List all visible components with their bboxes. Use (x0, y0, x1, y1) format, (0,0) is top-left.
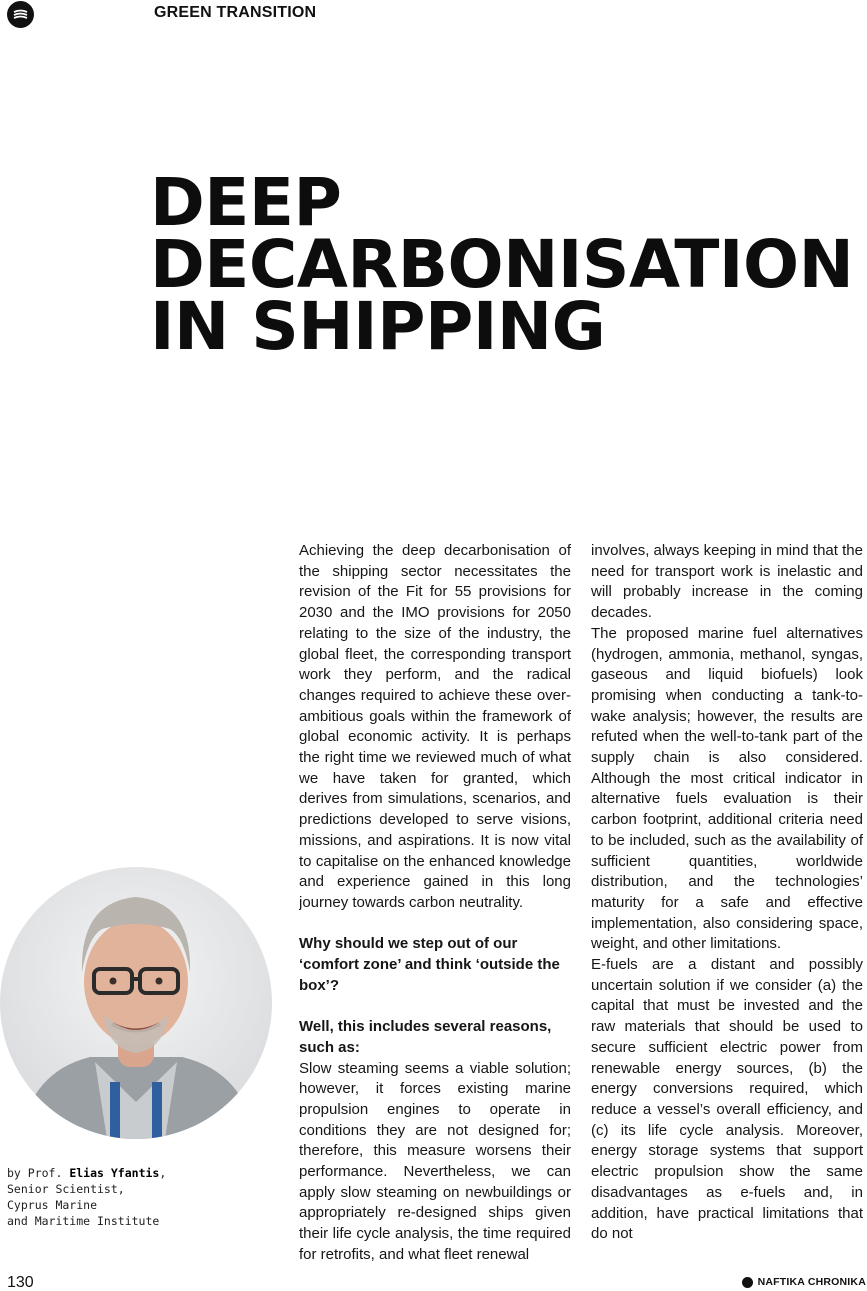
brand-name: NAFTIKA CHRONIKA (757, 1276, 866, 1288)
efuels-paragraph: E-fuels are a distant and possibly uncertain solution if we consider (a) the capital that must be invested and the raw materials that should be used to secure sufficient electric power from renewable energy sources, (b) the energy conversions required, which reduce a vessel’s overall efficiency, and (c) its life cycle analysis. Moreover, energy storage systems that support electric propulsion show the same disadvantages as e-fuels and, in addition, have practical limitations that do not (591, 956, 863, 1243)
publication-logo-icon (7, 1, 34, 28)
author-affiliation: and Maritime Institute (7, 1214, 160, 1228)
question-heading: Why should we step out of our ‘comfort zone’ and think ‘outside the box’? (299, 935, 560, 994)
article-column-1 (299, 541, 571, 1266)
author-byline (7, 1165, 287, 1229)
slow-steaming-continued: involves, always keeping in mind that the need for transport work is inelastic and will probably increase in the coming decades. (591, 542, 863, 622)
byline-prefix: by Prof. (7, 1166, 63, 1180)
title-line: DEEP (150, 164, 342, 241)
brand-footer (742, 1276, 866, 1288)
brand-logo-icon (742, 1277, 753, 1288)
reasons-heading: Well, this includes several reasons, such as: (299, 1018, 552, 1056)
alt-fuels-paragraph: The proposed marine fuel alternatives (hydrogen, ammonia, methanol, syngas, gaseous and liquid biofuels) look promising when conducting a tank-to-wake analysis; however, the results are refuted when the well-to-tank part of the supply chain is also considered. Although the most critical indicator in alternative fuels evaluation is their carbon footprint, additional criteria need to be included, such as the availability of sufficient quantities, worldwide distribution, and the technologies’ maturity for a safe and effective implementation, also considering space, weight, and other limitations. (591, 624, 863, 953)
author-affiliation: Cyprus Marine (7, 1198, 98, 1212)
author-role: Senior Scientist, (7, 1182, 125, 1196)
author-portrait (0, 867, 272, 1139)
slow-steaming-paragraph: Slow steaming seems a viable solution; however, it forces existing marine propulsion engines to operate in conditions they are not designed for; therefore, this measure worsens their performance. Nevertheless, we can apply slow steaming on newbuildings or appropriately re-designed ships given their life cycle analysis, the time required for retrofits, and what fleet renewal (299, 1059, 571, 1263)
section-label: GREEN TRANSITION (154, 4, 317, 21)
article-title (150, 164, 867, 365)
intro-paragraph: Achieving the deep decarbonisation of the shipping sector necessitates the revision of the Fit for 55 provisions for 2030 and the IMO provisions for 2050 relating to the size of the industry, the global fleet, the corresponding transport work they perform, and the radical changes required to achieve these over-ambitious goals within the framework of global economic activity. It is perhaps the right time we reviewed much of what we have taken for granted, which derives from simulations, scenarios, and predictions developed to serve visions, missions, and aspirations. It is now vital to capitalise on the enhanced knowledge and experience gained in this long journey towards carbon neutrality. (299, 542, 571, 911)
author-name: Elias Yfantis (69, 1166, 160, 1180)
byline-name-line (7, 1165, 287, 1181)
article-column-2 (591, 541, 863, 1266)
title-line: IN SHIPPING (150, 288, 606, 365)
byline-comma: , (159, 1166, 167, 1180)
page-number: 130 (7, 1274, 34, 1291)
title-line: DECARBONISATION (150, 226, 854, 303)
